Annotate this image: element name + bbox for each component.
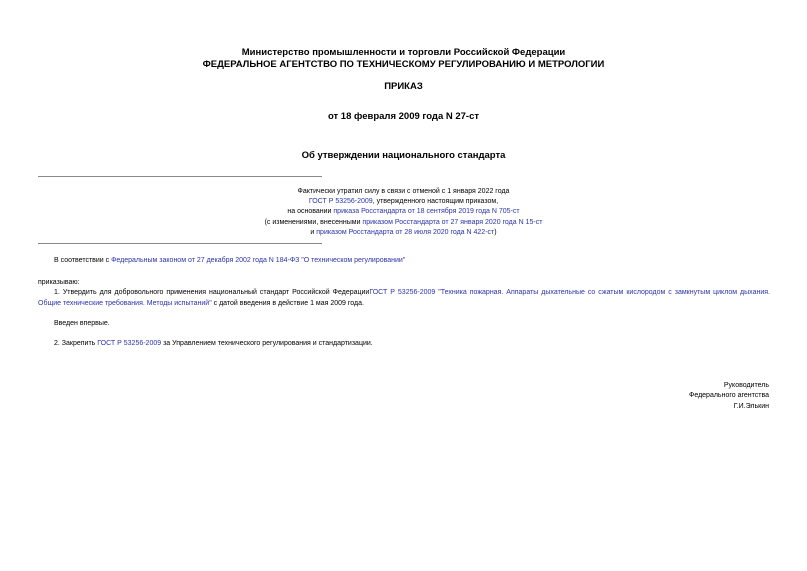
status-note-text: (с изменениями, внесенными (264, 218, 363, 226)
order-date-number: от 18 февраля 2009 года N 27-ст (327, 111, 480, 122)
status-note-line-2 (0, 197, 807, 207)
status-note-line-4 (0, 218, 807, 228)
divider-top (38, 176, 322, 177)
item-2-paragraph (54, 339, 373, 350)
status-note-text: и (310, 228, 317, 236)
status-note-text: на основании (287, 208, 334, 216)
item-2-text: 2. Закрепить (54, 340, 98, 347)
gost-link[interactable]: ГОСТ Р 53256-2009 (308, 198, 373, 206)
ministry-name: Министерство промышленности и торговли Российской Федерации (241, 47, 566, 58)
item-2-end: за Управлением технического регулирования и стандартизации. (161, 340, 373, 347)
order-15-link[interactable]: приказом Росстандарта от 27 января 2020 года N 15-ст (362, 218, 543, 226)
status-note-line-3 (0, 207, 807, 217)
order-422-link[interactable]: приказом Росстандарта от 28 июля 2020 года N 422-ст (316, 228, 495, 236)
signature-name: Г.И.Элькин (733, 403, 769, 410)
item-1-paragraph (38, 288, 770, 309)
status-note-line-5 (0, 228, 807, 238)
basis-paragraph (54, 256, 405, 267)
status-note-line-1: Фактически утратил силу в связи с отменой с 1 января 2022 года (297, 188, 510, 195)
introduced-note: Введен впервые. (54, 320, 110, 327)
gost-link-2[interactable]: ГОСТ Р 53256-2009 (97, 340, 162, 347)
signature-position-1: Руководитель (723, 382, 769, 389)
signature-position-2: Федерального агентства (689, 392, 769, 399)
basis-text: В соответствии с (54, 257, 112, 264)
order-705-link[interactable]: приказа Росстандарта от 18 сентября 2019 года N 705-ст (333, 208, 520, 216)
status-note (0, 187, 807, 238)
item-1-end: с датой введения в действие 1 мая 2009 года. (211, 299, 364, 307)
order-heading: ПРИКАЗ (384, 81, 423, 92)
gost-full-link[interactable]: ГОСТ Р 53256-2009 "Техника пожарная. Аппараты дыхательные со сжатым кислородом с замкнутым циклом дыхания. Общие технические требования. Методы испытаний" (38, 289, 770, 307)
document-title: Об утверждении национального стандарта (301, 150, 506, 161)
order-word: приказываю: (38, 279, 80, 286)
item-1-text: 1. Утвердить для добровольного применения национальный стандарт Российской Федерации (54, 289, 370, 296)
status-note-text: , утвержденного настоящим приказом, (372, 198, 499, 206)
agency-name: ФЕДЕРАЛЬНОЕ АГЕНТСТВО ПО ТЕХНИЧЕСКОМУ РЕГУЛИРОВАНИЮ И МЕТРОЛОГИИ (202, 59, 605, 70)
divider-bottom (38, 243, 322, 244)
status-note-text: ) (494, 228, 497, 236)
federal-law-link[interactable]: Федеральным законом от 27 декабря 2002 года N 184-ФЗ "О техническом регулировании" (111, 257, 406, 264)
